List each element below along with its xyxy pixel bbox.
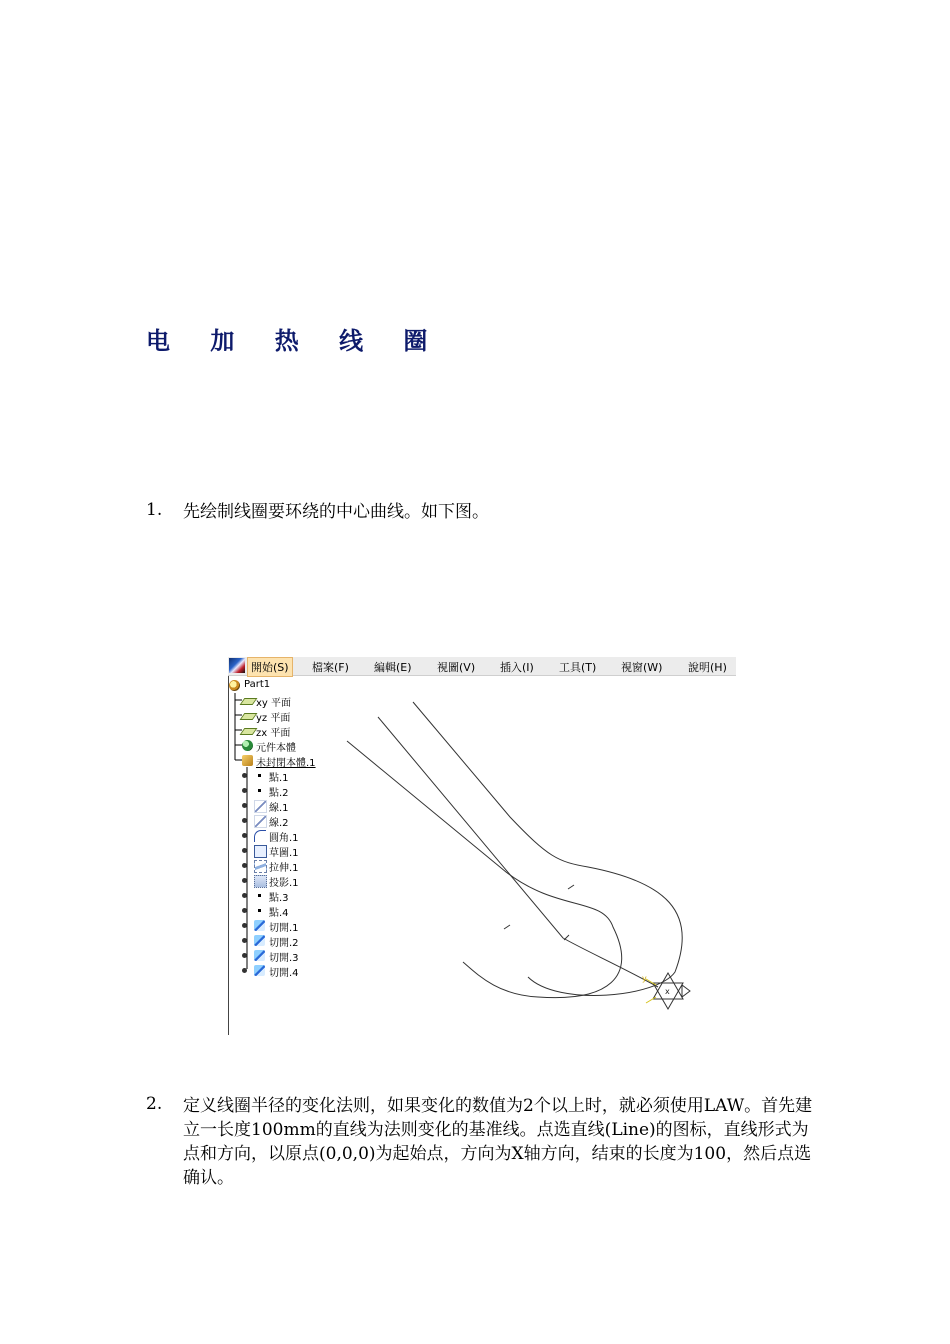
menu-view[interactable]: 視圖(V) <box>437 661 476 674</box>
menu-tools[interactable]: 工具(T) <box>559 661 597 674</box>
document-title: 电 加 热 线 圈 <box>146 327 444 355</box>
tree-child-label: 點.3 <box>269 893 289 904</box>
tree-child-label: 拉伸.1 <box>269 863 299 874</box>
step-2-number: 2. <box>146 1094 163 1114</box>
tree-item-label: 未封閉本體.1 <box>256 758 316 769</box>
step-1-text: 先绘制线圈要环绕的中心曲线。如下图。 <box>183 502 489 522</box>
axis-letter-x: x <box>665 987 670 996</box>
axis-letter-y: y <box>642 974 647 983</box>
step-1-number: 1. <box>146 500 163 520</box>
step-2-text: 定义线圈半径的变化法则，如果变化的数值为2个以上时，就必须使用LAW。首先建立一长度100mm的直线为法则变化的基准线。点选直线(Line)的图标，直线形式为点和方向，以原点(0,0,0)为起始点，方向为X轴方向，结束的长度为100，然后点选确认。 <box>183 1096 813 1188</box>
tree-child-label: 點.2 <box>269 788 289 799</box>
tree-item-label: yz 平面 <box>256 713 291 724</box>
tree-child-label: 切開.4 <box>269 968 299 979</box>
geometry-viewport <box>228 657 736 1035</box>
cad-screenshot-figure <box>228 657 736 1035</box>
center-curve-upper <box>413 702 682 996</box>
tick-mark-1 <box>504 925 510 929</box>
tree-item-label: 元件本體 <box>256 743 296 754</box>
tree-child-label: 切開.1 <box>269 923 299 934</box>
tree-child-label: 線.1 <box>269 803 289 814</box>
center-curve-outer <box>347 741 622 998</box>
menu-file[interactable]: 檔案(F) <box>312 661 349 674</box>
menu-window[interactable]: 視窗(W) <box>621 661 663 674</box>
tree-child-label: 點.1 <box>269 773 289 784</box>
tree-child-label: 點.4 <box>269 908 289 919</box>
tree-child-label: 切開.2 <box>269 938 299 949</box>
menu-help[interactable]: 說明(H) <box>688 661 727 674</box>
menu-start[interactable]: 開始(S) <box>247 657 293 677</box>
menu-edit[interactable]: 編輯(E) <box>374 661 412 674</box>
bottom-loop <box>347 741 675 998</box>
menu-insert[interactable]: 插入(I) <box>500 661 534 674</box>
tick-mark-2 <box>568 885 574 889</box>
center-curve-middle <box>378 717 658 987</box>
tree-child-label: 線.2 <box>269 818 289 829</box>
tree-item-label: zx 平面 <box>256 728 291 739</box>
axis-compass-icon <box>642 973 690 1009</box>
tree-item-label: xy 平面 <box>256 698 292 709</box>
tree-child-label: 圓角.1 <box>269 833 299 844</box>
tick-mark-3 <box>564 935 569 940</box>
tree-root-label: Part1 <box>244 679 271 690</box>
tree-child-label: 切開.3 <box>269 953 299 964</box>
tree-child-label: 草圖.1 <box>269 848 299 859</box>
tree-child-label: 投影.1 <box>269 878 299 889</box>
